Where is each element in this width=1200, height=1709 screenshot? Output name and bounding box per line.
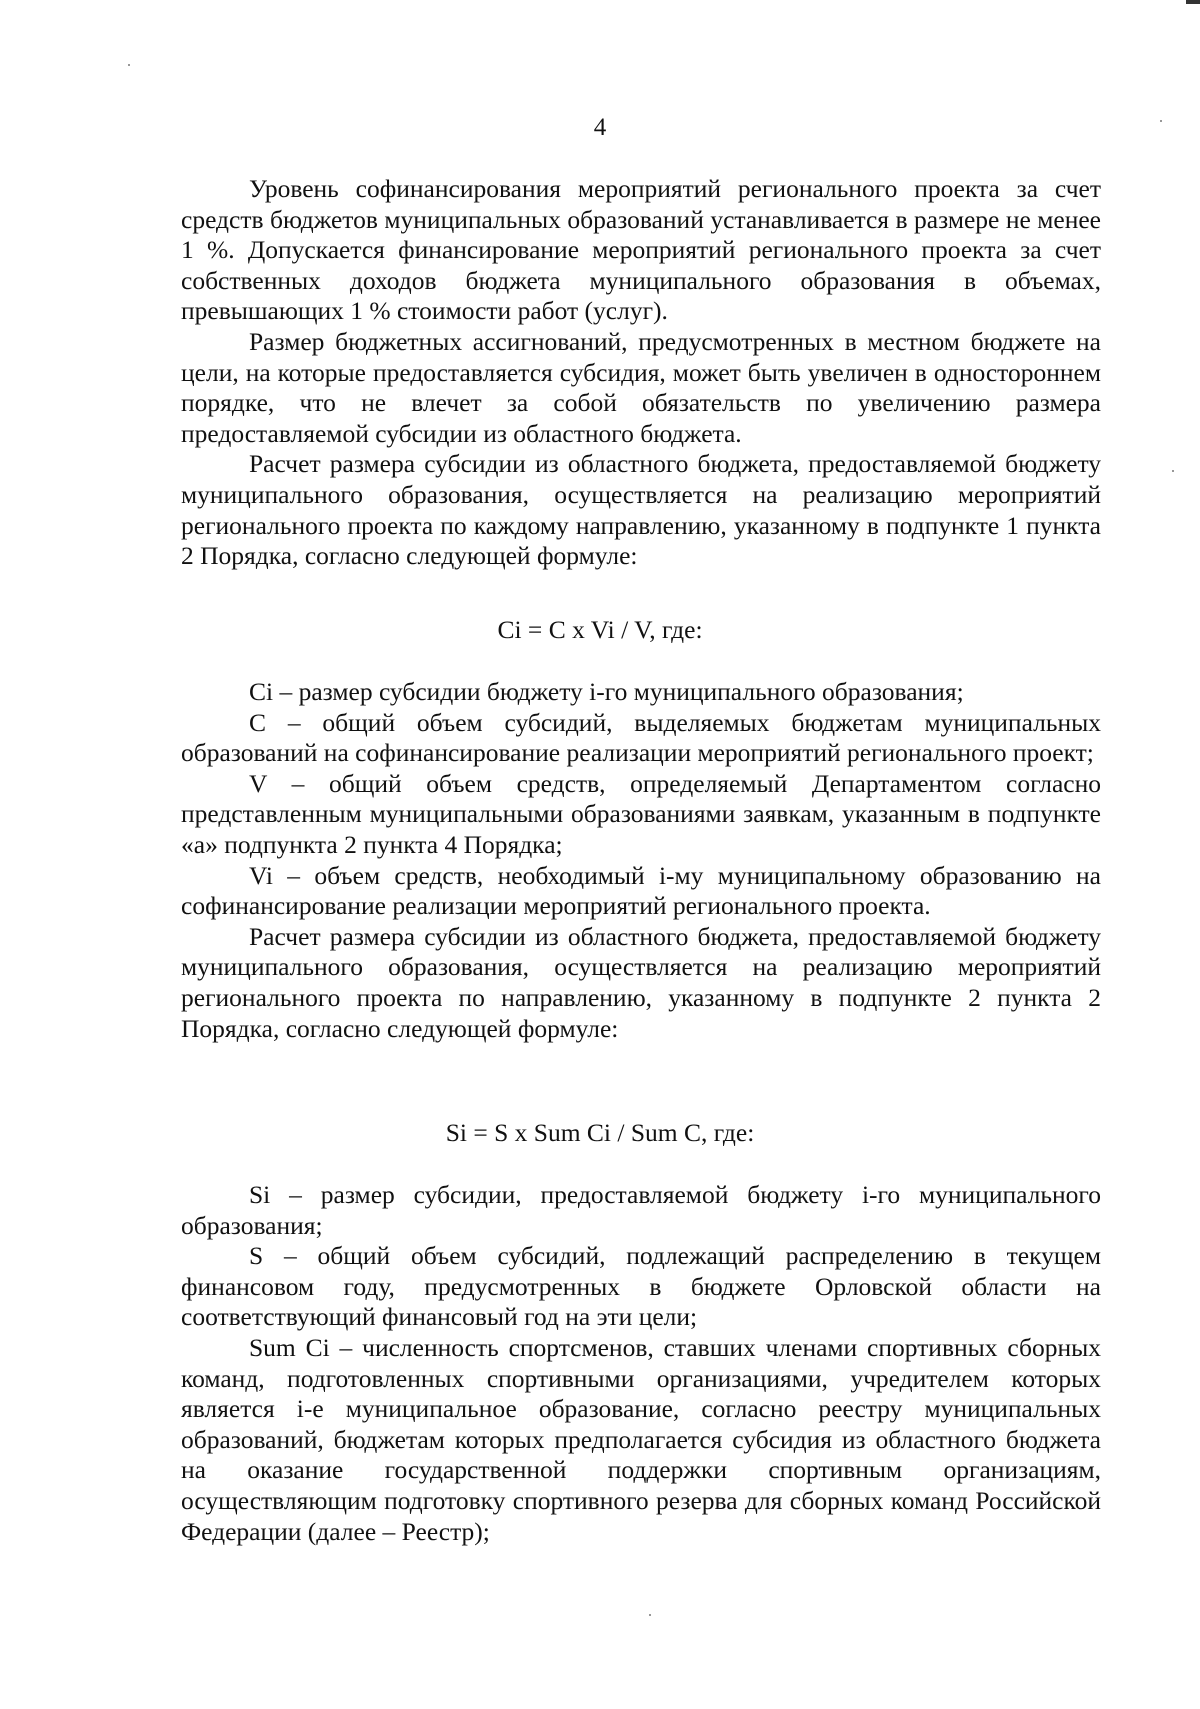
scan-edge-mark [1186, 0, 1200, 4]
text-block-si-definitions [181, 1180, 1101, 1547]
scan-speck [649, 1614, 651, 1616]
paragraph-budget-allocations: Размер бюджетных ассигнований, предусмотренных в местном бюджете на цели, на которые предоставляется субсидия, может быть увеличен в одностороннем порядке, что не влечет за собой обязательств по увеличению размера предоставляемой субсидии из областного бюджета. [181, 326, 1101, 448]
page-number: 4 [593, 114, 607, 141]
paragraph-calculation-direction-1: Расчет размера субсидии из областного бюджета, предоставляемой бюджету муниципального образования, осуществляется на реализацию мероприятий регионального проекта по каждому направлению, указанному в подпункте 1 пункта 2 Порядка, согласно следующей формуле: [181, 449, 1101, 571]
text-block-ci-definitions [181, 677, 1101, 1044]
definition-v: V – общий объем средств, определяемый Департаментом согласно представленным муниципальными образованиями заявкам, указанным в подпункте «а» подпункта 2 пункта 4 Порядка; [181, 768, 1101, 859]
definition-vi: Vi – объем средств, необходимый i-му муниципальному образованию на софинансирование реализации мероприятий регионального проекта. [181, 860, 1101, 921]
text-block-intro [181, 174, 1101, 572]
definition-ci: Ci – размер субсидии бюджету i-го муниципального образования; [249, 677, 964, 706]
definition-sum-ci: Sum Ci – численность спортсменов, ставших членами спортивных сборных команд, подготовленных спортивными организациями, учредителем которых является i-е муниципальное образование, согласно реестру муниципальных образований, бюджетам которых предполагается субсидия из областного бюджета на оказание государственной поддержки спортивным организациям, осуществляющим подготовку спортивного резерва для сборных команд Российской Федерации (далее – Реестр); [181, 1332, 1101, 1546]
formula-ci: Ci = C x Vi / V, где: [497, 615, 703, 644]
definition-si: Si – размер субсидии, предоставляемой бюджету i-го муниципального образования; [181, 1180, 1101, 1240]
formula-si: Si = S x Sum Ci / Sum C, где: [445, 1118, 755, 1147]
definition-s: S – общий объем субсидий, подлежащий распределению в текущем финансовом году, предусмотренных в бюджете Орловской области на соответствующий финансовый год на эти цели; [181, 1241, 1101, 1332]
paragraph-cofinancing-level: Уровень софинансирования мероприятий регионального проекта за счет средств бюджетов муниципальных образований устанавливается в размере не менее 1 %. Допускается финансирование мероприятий регионального проекта за счет собственных доходов бюджета муниципального образования в объемах, превышающих 1 % стоимости работ (услуг). [181, 174, 1101, 326]
paragraph-calculation-direction-2: Расчет размера субсидии из областного бюджета, предоставляемой бюджету муниципального образования, осуществляется на реализацию мероприятий регионального проекта по направлению, указанному в подпункте 2 пункта 2 Порядка, согласно следующей формуле: [181, 921, 1101, 1043]
scan-speck [128, 64, 130, 66]
scan-speck [1172, 470, 1174, 472]
definition-c: C – общий объем субсидий, выделяемых бюджетам муниципальных образований на софинансирование реализации мероприятий регионального проект; [181, 707, 1101, 768]
